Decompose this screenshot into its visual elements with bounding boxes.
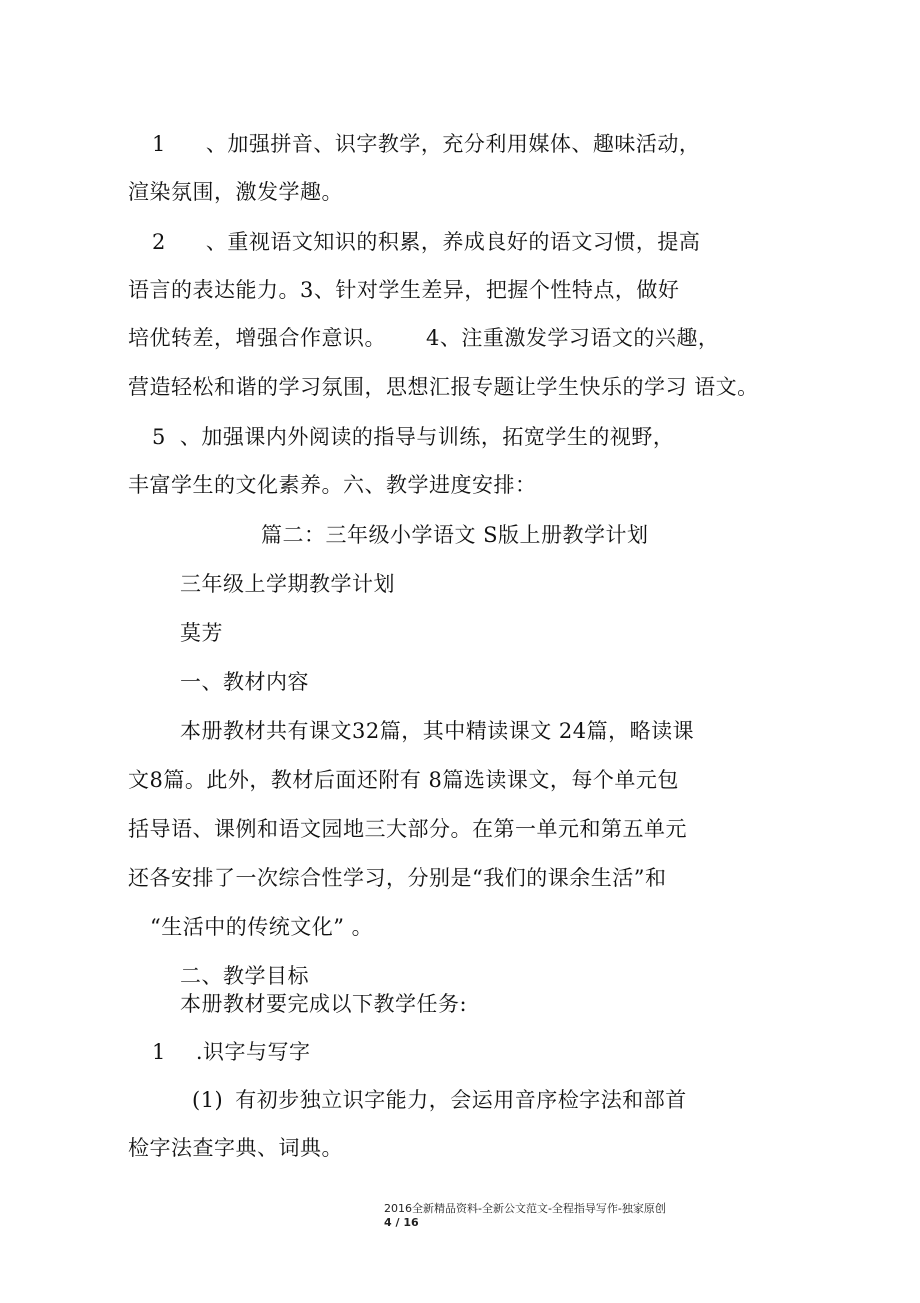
item-1 [152, 1039, 311, 1065]
content-line-2: 文8篇。此外，教材后面还附有 8篇选读课文，每个单元包 [128, 768, 679, 792]
text: .识字与写字 [195, 1040, 311, 1064]
p2-line-1 [152, 229, 700, 255]
text: 有初步独立识字能力，会运用音序检字法和部首 [235, 1088, 687, 1112]
text: 、重视语文知识的积累，养成良好的语文习惯，提高 [205, 230, 701, 254]
sub-item-1-line-1 [192, 1087, 687, 1113]
content-line-1: 本册教材共有课文32篇，其中精读课文 24篇，略读课 [180, 719, 695, 743]
goal-intro: 本册教材要完成以下教学任务: [180, 992, 468, 1016]
text: 、加强拼音、识字教学，充分利用媒体、趣味活动， [205, 132, 701, 156]
list-number: (1) [192, 1088, 224, 1112]
list-number: 1 [152, 132, 166, 156]
section-title: 篇二：三年级小学语文 S版上册教学计划 [261, 523, 649, 547]
heading-materials: 一、教材内容 [180, 670, 309, 694]
p5-line-2: 丰富学生的文化素养。六、教学进度安排： [128, 473, 537, 497]
list-number: 1 [152, 1040, 166, 1064]
plan-author: 莫芳 [180, 621, 223, 645]
p1-line-1 [152, 131, 700, 157]
text: 、加强课内外阅读的指导与训练，拓宽学生的视野， [179, 425, 675, 449]
p5-line-1 [152, 424, 674, 450]
content-line-5: “生活中的传统文化” 。 [150, 915, 374, 939]
content-line-4: 还各安排了一次综合性学习，分别是“我们的课余生活”和 [128, 866, 667, 890]
p2-line-2: 语言的表达能力。3、针对学生差异，把握个性特点，做好 [128, 278, 680, 302]
heading-goals: 二、教学目标 [180, 964, 309, 988]
list-number: 2 [152, 230, 166, 254]
footer-note: 2016全新精品资料-全新公文范文-全程指导写作-独家原创 [384, 1202, 666, 1215]
list-number: 5 [152, 425, 166, 449]
plan-subtitle: 三年级上学期教学计划 [180, 572, 395, 596]
sub-item-1-line-2: 检字法查字典、词典。 [128, 1136, 343, 1160]
text: 4、注重激发学习语文的兴趣， [426, 326, 720, 350]
p2-line-3 [128, 325, 719, 351]
content-line-3: 括导语、课例和语文园地三大部分。在第一单元和第五单元 [128, 817, 687, 841]
p2-line-4: 营造轻松和谐的学习氛围，思想汇报专题让学生快乐的学习 语文。 [128, 375, 759, 399]
p1-line-2: 渲染氛围，激发学趣。 [128, 180, 343, 204]
page-number: 4 / 16 [384, 1216, 419, 1229]
text: 培优转差，增强合作意识。 [128, 326, 386, 350]
